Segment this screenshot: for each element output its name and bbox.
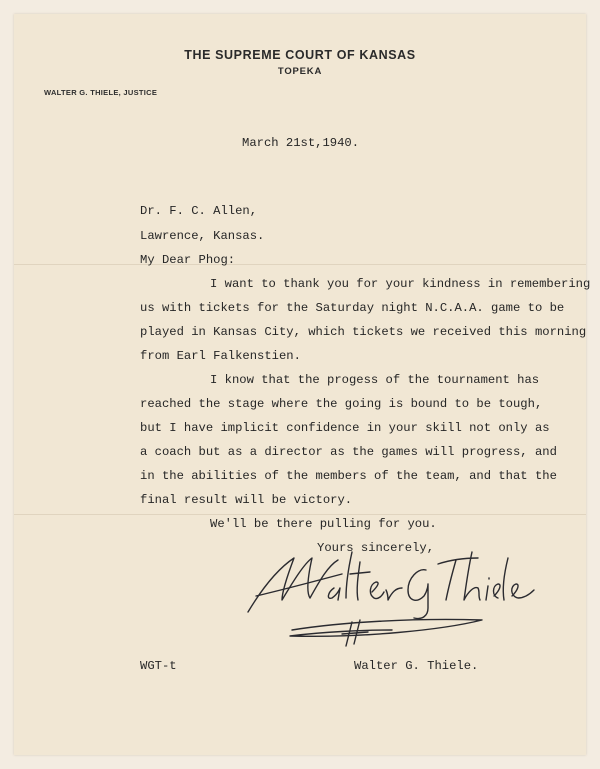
- body-line: but I have implicit confidence in your skill not only as: [140, 421, 550, 435]
- fold-line: [14, 264, 586, 265]
- body-line: played in Kansas City, which tickets we received this morning: [140, 325, 587, 339]
- recipient-place: Lawrence, Kansas.: [140, 229, 265, 243]
- body-line: I want to thank you for your kindness in remembering: [210, 277, 591, 291]
- letter-date: March 21st,1940.: [242, 136, 360, 150]
- typist-initials: WGT-t: [140, 659, 177, 673]
- body-line: final result will be victory.: [140, 493, 353, 507]
- letterhead-justice: WALTER G. THIELE, JUSTICE: [44, 88, 158, 97]
- letterhead-city: TOPEKA: [277, 66, 323, 77]
- typed-signature-name: Walter G. Thiele.: [354, 659, 479, 673]
- salutation: My Dear Phog:: [140, 253, 236, 267]
- closing: Yours sincerely,: [317, 541, 435, 555]
- body-line: We'll be there pulling for you.: [210, 517, 437, 531]
- recipient-name: Dr. F. C. Allen,: [140, 204, 258, 218]
- body-line: us with tickets for the Saturday night N.C.A.A. game to be: [140, 301, 565, 315]
- fold-line: [14, 514, 586, 515]
- body-line: from Earl Falkenstien.: [140, 349, 301, 363]
- body-line: reached the stage where the going is bound to be tough,: [140, 397, 543, 411]
- letterhead-court: THE SUPREME COURT OF KANSAS: [184, 48, 416, 62]
- body-line: I know that the progess of the tournament has: [210, 373, 540, 387]
- letter-page: [14, 14, 591, 755]
- body-line: a coach but as a director as the games will progress, and: [140, 445, 557, 459]
- body-line: in the abilities of the members of the team, and that the: [140, 469, 557, 483]
- handwritten-signature: [242, 534, 542, 654]
